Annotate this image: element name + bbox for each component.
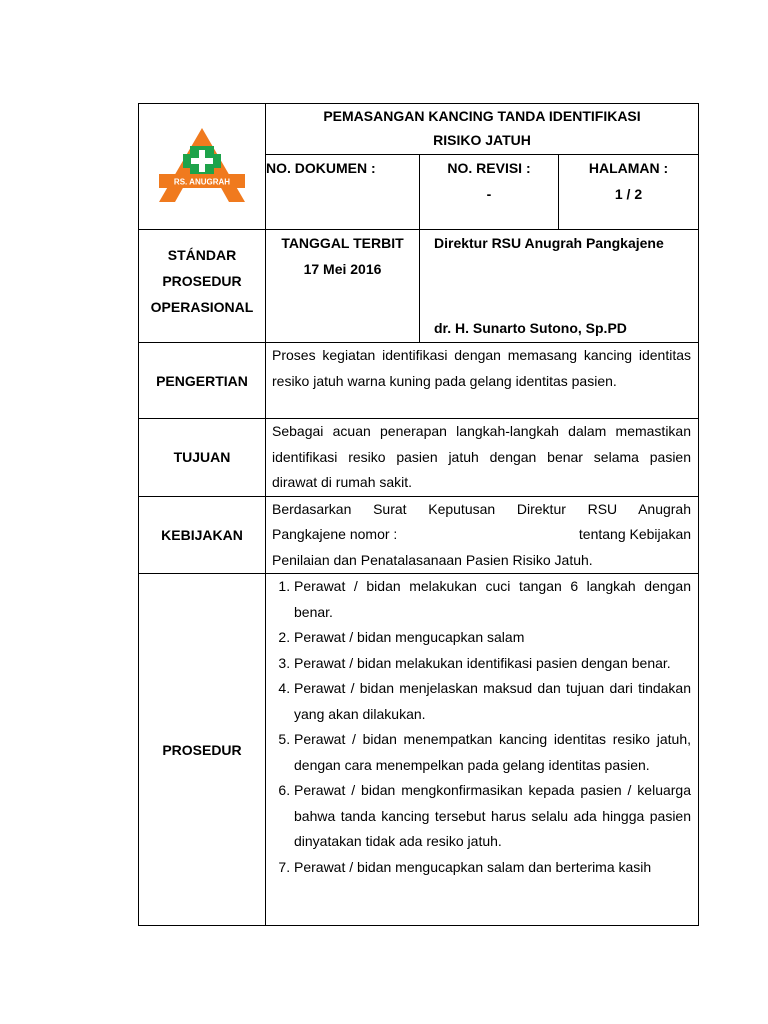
no-revisi-cell bbox=[420, 155, 559, 230]
prosedur-step: 2. Perawat / bidan mengucapkan salam bbox=[294, 625, 691, 651]
sop-label-line1: STÁNDAR bbox=[167, 247, 237, 263]
prosedur-step: 4. Perawat / bidan menjelaskan maksud dan tujuan dari tindakan yang akan dilakukan. bbox=[294, 676, 691, 727]
halaman-label: HALAMAN : bbox=[588, 160, 669, 176]
pengertian-text: Proses kegiatan identifikasi dengan memasang kancing identitas resiko jatuh warna kuning pada gelang identitas pasien. bbox=[266, 343, 699, 419]
prosedur-cell bbox=[266, 574, 699, 926]
kebijakan-line1: Berdasarkan Surat Keputusan Direktur RSU Anugrah bbox=[272, 500, 692, 517]
kebijakan-label: KEBIJAKAN bbox=[139, 496, 266, 574]
tanggal-value: 17 Mei 2016 bbox=[303, 261, 382, 277]
kebijakan-line3: Penilaian dan Penatalasanaan Pasien Risiko Jatuh. bbox=[272, 551, 593, 568]
logo-cell bbox=[139, 104, 266, 230]
document-title bbox=[266, 104, 699, 155]
prosedur-step: 1. Perawat / bidan melakukan cuci tangan 6 langkah dengan benar. bbox=[294, 574, 691, 625]
direktur-cell bbox=[420, 230, 699, 343]
kebijakan-line2a: Pangkajene nomor : bbox=[272, 526, 398, 542]
prosedur-steps-list bbox=[266, 574, 698, 880]
kebijakan-line2 bbox=[272, 522, 691, 548]
direktur-name: dr. H. Sunarto Sutono, Sp.PD bbox=[434, 320, 627, 336]
pengertian-label: PENGERTIAN bbox=[139, 343, 266, 419]
no-revisi-label: NO. REVISI : bbox=[447, 160, 531, 176]
tujuan-text: Sebagai acuan penerapan langkah-langkah dalam memastikan identifikasi resiko pasien jatuh dengan benar selama pasien dirawat di rumah sakit. bbox=[266, 419, 699, 497]
no-dokumen-cell bbox=[266, 155, 420, 230]
tanggal-label: TANGGAL TERBIT bbox=[281, 235, 404, 251]
kebijakan-text bbox=[266, 496, 699, 574]
title-line2: RISIKO JATUH bbox=[433, 132, 531, 148]
sop-label-line3: OPERASIONAL bbox=[150, 299, 254, 315]
prosedur-label: PROSEDUR bbox=[139, 574, 266, 926]
halaman-cell bbox=[559, 155, 699, 230]
prosedur-step: 6. Perawat / bidan mengkonfirmasikan kepada pasien / keluarga bahwa tanda kancing tersebut harus selalu ada hingga pasien dinyatakan tidak ada resiko jatuh. bbox=[294, 778, 691, 855]
sop-label-line2: PROSEDUR bbox=[162, 273, 242, 289]
tujuan-label: TUJUAN bbox=[139, 419, 266, 497]
title-line1: PEMASANGAN KANCING TANDA IDENTIFIKASI bbox=[323, 108, 641, 124]
logo-text: RS. ANUGRAH bbox=[173, 177, 231, 187]
no-dokumen-label: NO. DOKUMEN : bbox=[266, 160, 376, 176]
prosedur-step: 3. Perawat / bidan melakukan identifikasi pasien dengan benar. bbox=[294, 651, 691, 677]
tanggal-terbit-cell bbox=[266, 230, 420, 343]
hospital-logo bbox=[153, 126, 251, 204]
halaman-value: 1 / 2 bbox=[614, 186, 643, 202]
no-revisi-value: - bbox=[486, 186, 492, 202]
direktur-title: Direktur RSU Anugrah Pangkajene bbox=[434, 235, 664, 251]
prosedur-step: 5. Perawat / bidan menempatkan kancing identitas resiko jatuh, dengan cara menempelkan pada gelang identitas pasien. bbox=[294, 727, 691, 778]
prosedur-step: 7. Perawat / bidan mengucapkan salam dan berterima kasih bbox=[294, 855, 691, 881]
kebijakan-line2b: tentang Kebijakan bbox=[578, 526, 692, 542]
sop-label-cell bbox=[139, 230, 266, 343]
sop-document-table bbox=[138, 103, 699, 926]
